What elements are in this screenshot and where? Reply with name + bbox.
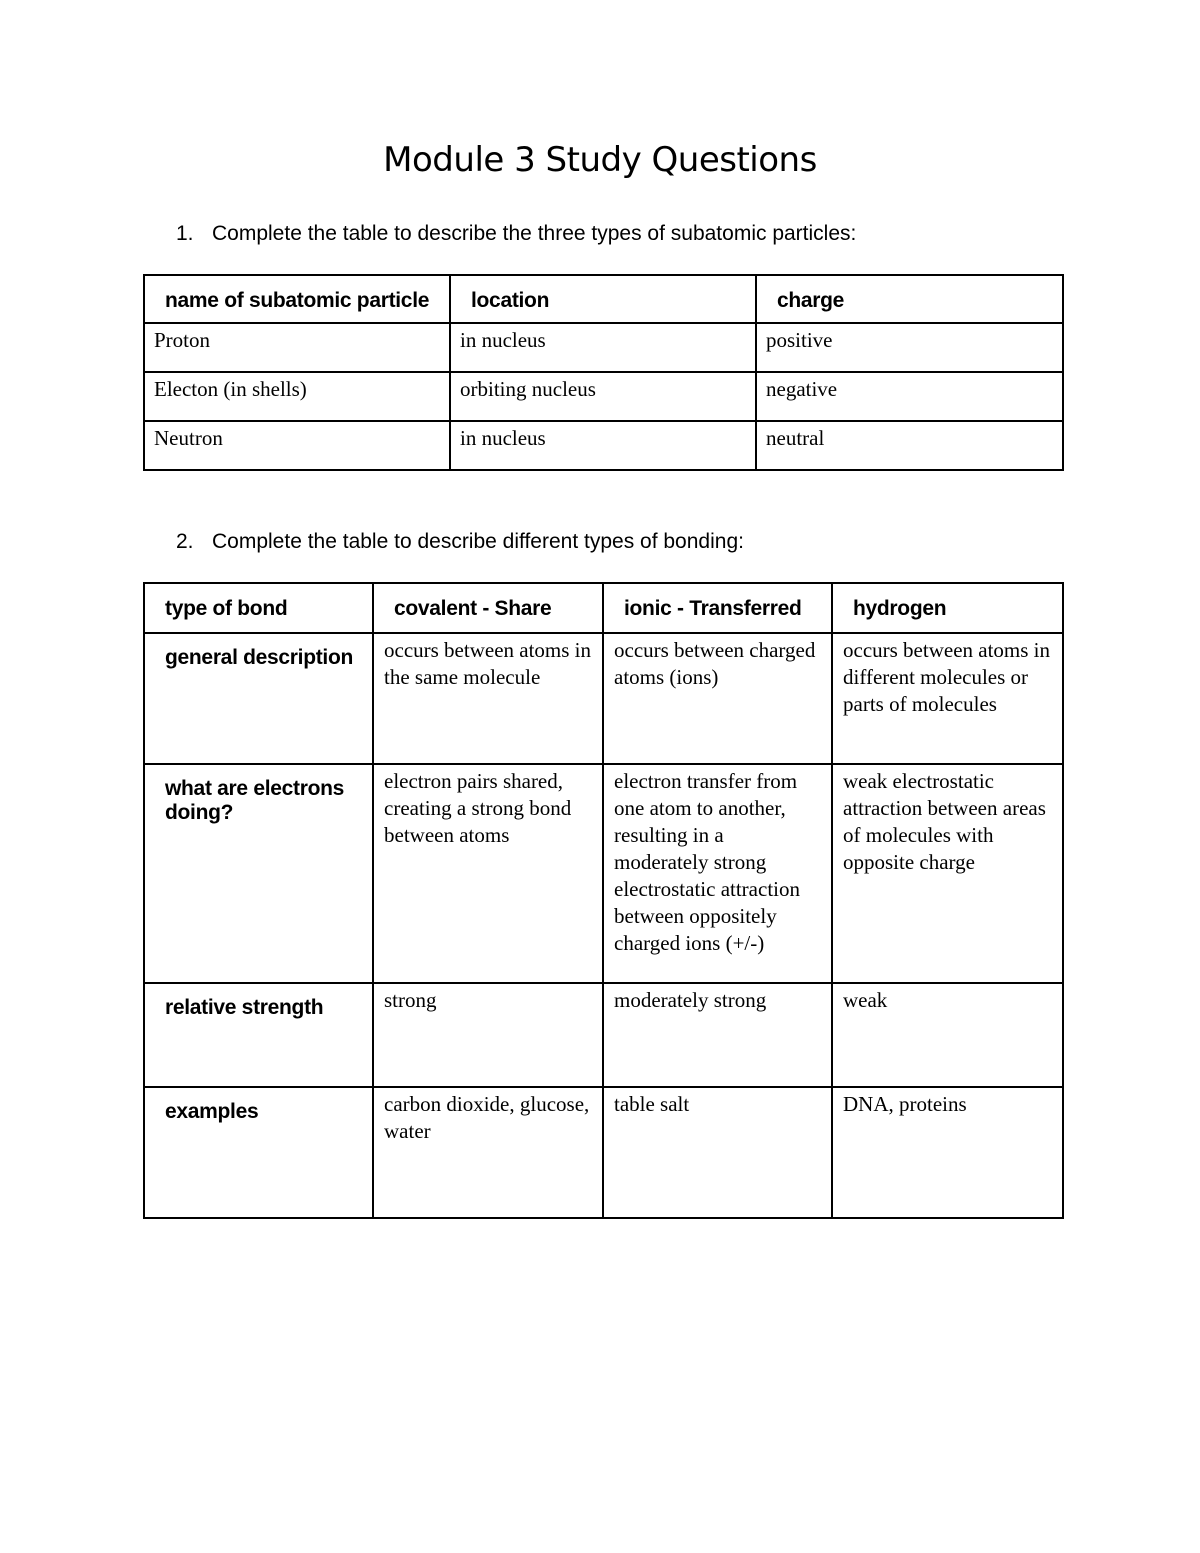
table-cell: negative <box>756 372 1063 421</box>
table-cell: in nucleus <box>450 421 756 470</box>
subatomic-particles-table <box>143 274 1064 471</box>
question-2 <box>176 530 744 554</box>
column-header: location <box>450 275 756 323</box>
table-row <box>144 421 1063 470</box>
table-cell: electron transfer from one atom to another, resulting in a moderately strong electrostatic attraction between oppositely charged ions (+/-) <box>603 764 832 983</box>
column-header: type of bond <box>144 583 373 633</box>
question-text: Complete the table to describe the three types of subatomic particles: <box>212 222 857 245</box>
row-header: what are electrons doing? <box>144 764 373 983</box>
table-row <box>144 323 1063 372</box>
table-cell: Electon (in shells) <box>144 372 450 421</box>
column-header: hydrogen <box>832 583 1063 633</box>
bonding-types-table <box>143 582 1064 1219</box>
table-row <box>144 1087 1063 1218</box>
column-header: ionic - Transferred <box>603 583 832 633</box>
table-cell: weak electrostatic attraction between areas of molecules with opposite charge <box>832 764 1063 983</box>
row-header: general description <box>144 633 373 764</box>
table-cell: occurs between atoms in different molecules or parts of molecules <box>832 633 1063 764</box>
table-header-row <box>144 275 1063 323</box>
table-cell: orbiting nucleus <box>450 372 756 421</box>
table-cell: positive <box>756 323 1063 372</box>
table-row <box>144 633 1063 764</box>
question-number: 1. <box>176 222 194 245</box>
table-cell: table salt <box>603 1087 832 1218</box>
question-number: 2. <box>176 530 194 553</box>
column-header: name of subatomic particle <box>144 275 450 323</box>
page-title: Module 3 Study Questions <box>383 140 817 180</box>
table-cell: carbon dioxide, glucose, water <box>373 1087 603 1218</box>
table-cell: occurs between atoms in the same molecule <box>373 633 603 764</box>
question-1 <box>176 222 856 246</box>
table-cell: DNA, proteins <box>832 1087 1063 1218</box>
table-cell: occurs between charged atoms (ions) <box>603 633 832 764</box>
table-cell: neutral <box>756 421 1063 470</box>
table-cell: weak <box>832 983 1063 1087</box>
table-cell: Proton <box>144 323 450 372</box>
column-header: covalent - Share <box>373 583 603 633</box>
question-text: Complete the table to describe different types of bonding: <box>212 530 744 553</box>
table-cell: moderately strong <box>603 983 832 1087</box>
table-row <box>144 983 1063 1087</box>
table-header-row <box>144 583 1063 633</box>
table-cell: electron pairs shared, creating a strong bond between atoms <box>373 764 603 983</box>
row-header: examples <box>144 1087 373 1218</box>
table-row <box>144 372 1063 421</box>
table-cell: Neutron <box>144 421 450 470</box>
table-cell: strong <box>373 983 603 1087</box>
table-row <box>144 764 1063 983</box>
column-header: charge <box>756 275 1063 323</box>
row-header: relative strength <box>144 983 373 1087</box>
table-cell: in nucleus <box>450 323 756 372</box>
